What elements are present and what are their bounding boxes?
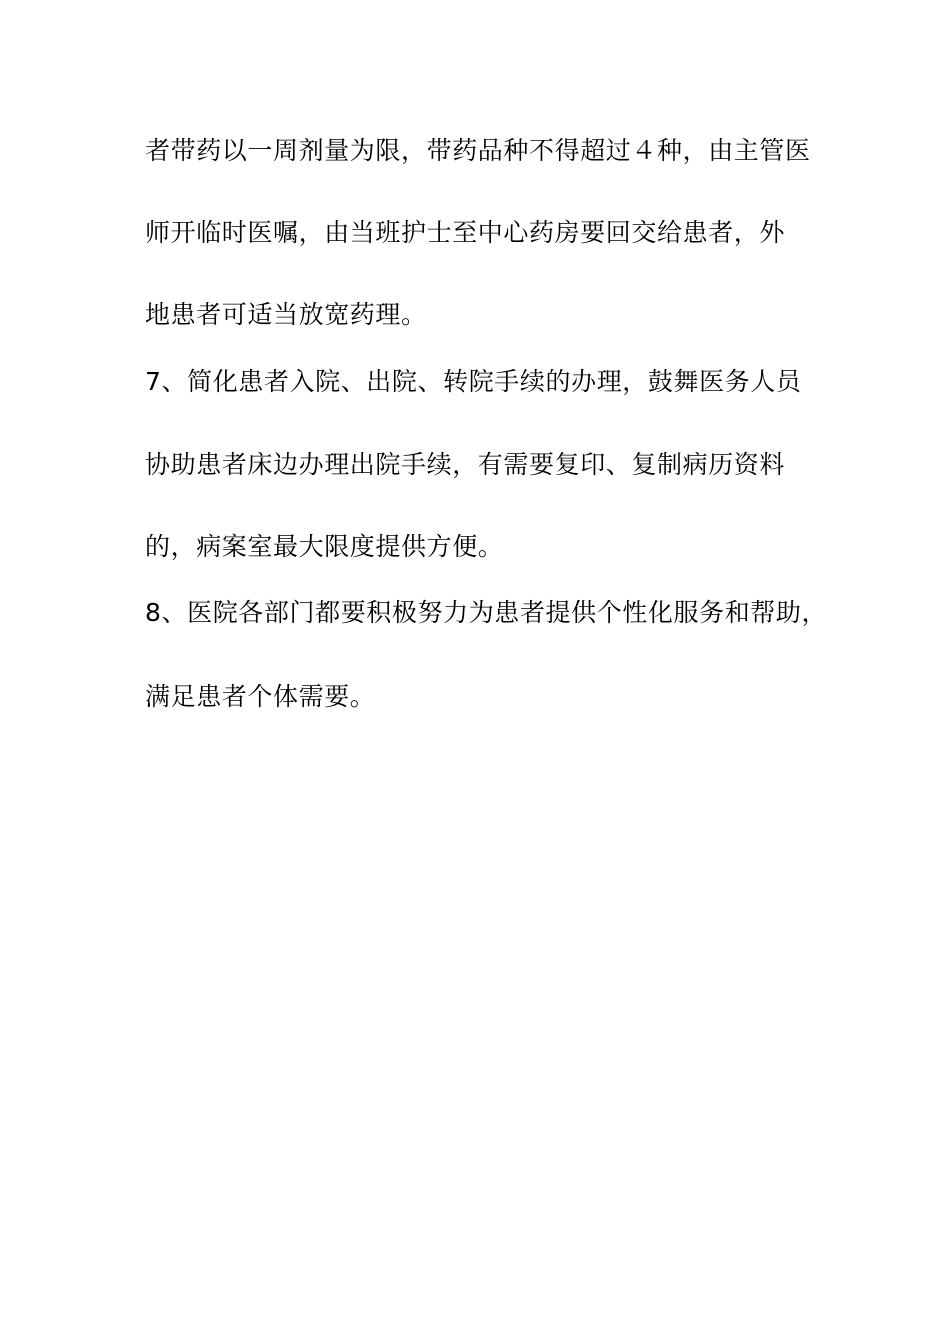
paragraph-line: 师开临时医嘱，由当班护士至中心药房要回交给患者，外 [145, 218, 786, 247]
paragraph-line: 者带药以一周剂量为限，带药品种不得超过４种，由主管医 [145, 136, 811, 165]
paragraph-line: 地患者可适当放宽药理。 [145, 300, 427, 329]
paragraph-line: 满足患者个体需要。 [145, 682, 376, 711]
paragraph-line: 8、医院各部门都要积极努力为患者提供个性化服务和帮助， [145, 598, 828, 627]
paragraph-line: 的，病案室最大限度提供方便。 [145, 532, 504, 561]
paragraph-line: 协助患者床边办理出院手续，有需要复印、复制病历资料 [145, 450, 786, 479]
paragraph-line: 7、简化患者入院、出院、转院手续的办理，鼓舞医务人员 [145, 367, 802, 396]
